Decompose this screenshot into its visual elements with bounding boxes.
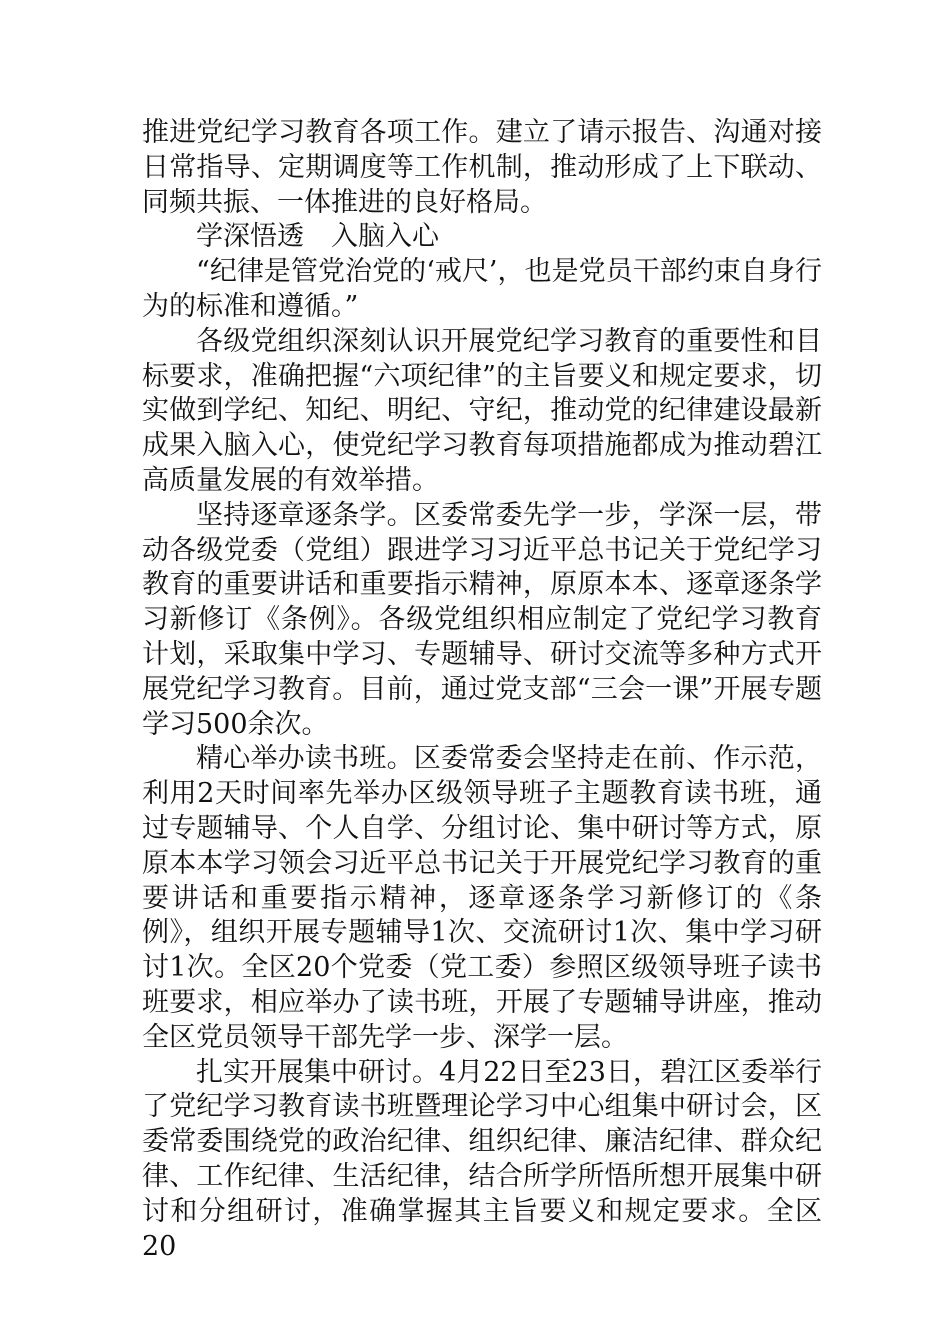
- quote-paragraph: “纪律是管党治党的‘戒尺’，也是党员干部约束自身行为的标准和遵循。”: [142, 256, 822, 322]
- document-body: [142, 116, 822, 1264]
- section-heading: 学深悟透 入脑入心: [196, 221, 439, 253]
- paragraph-group-seminar: 扎实开展集中研讨。4月22日至23日，碧江区委举行了党纪学习教育读书班暨理论学习中心组集中研讨会，区委常委围绕党的政治纪律、组织纪律、廉洁纪律、群众纪律、工作纪律、生活纪律，结合所学所悟所想开展集中研讨和分组研讨，准确掌握其主旨要义和规定要求。全区20: [142, 1056, 822, 1262]
- paragraph-intro: 推进党纪学习教育各项工作。建立了请示报告、沟通对接日常指导、定期调度等工作机制，推动形成了上下联动、同频共振、一体推进的良好格局。: [142, 117, 822, 218]
- paragraph-chapter-study: 坚持逐章逐条学。区委常委先学一步，学深一层，带动各级党委（党组）跟进学习习近平总书记关于党纪学习教育的重要讲话和重要指示精神，原原本本、逐章逐条学习新修订《条例》。各级党组织相应制定了党纪学习教育计划，采取集中学习、专题辅导、研讨交流等多种方式开展党纪学习教育。目前，通过党支部“三会一课”开展专题学习500余次。: [142, 499, 822, 740]
- paragraph-reading-class: 精心举办读书班。区委常委会坚持走在前、作示范，利用2天时间率先举办区级领导班子主题教育读书班，通过专题辅导、个人自学、分组讨论、集中研讨等方式，原原本本学习领会习近平总书记关于开展党纪学习教育的重要讲话和重要指示精神，逐章逐条学习新修订的《条例》，组织开展专题辅导1次、交流研讨1次、集中学习研讨1次。全区20个党委（党工委）参照区级领导班子读书班要求，相应举办了读书班，开展了专题辅导讲座，推动全区党员领导干部先学一步、深学一层。: [142, 743, 822, 1053]
- paragraph-overview: 各级党组织深刻认识开展党纪学习教育的重要性和目标要求，准确把握“六项纪律”的主旨要义和规定要求，切实做到学纪、知纪、明纪、守纪，推动党的纪律建设最新成果入脑入心，使党纪学习教育每项措施都成为推动碧江高质量发展的有效举措。: [142, 325, 822, 496]
